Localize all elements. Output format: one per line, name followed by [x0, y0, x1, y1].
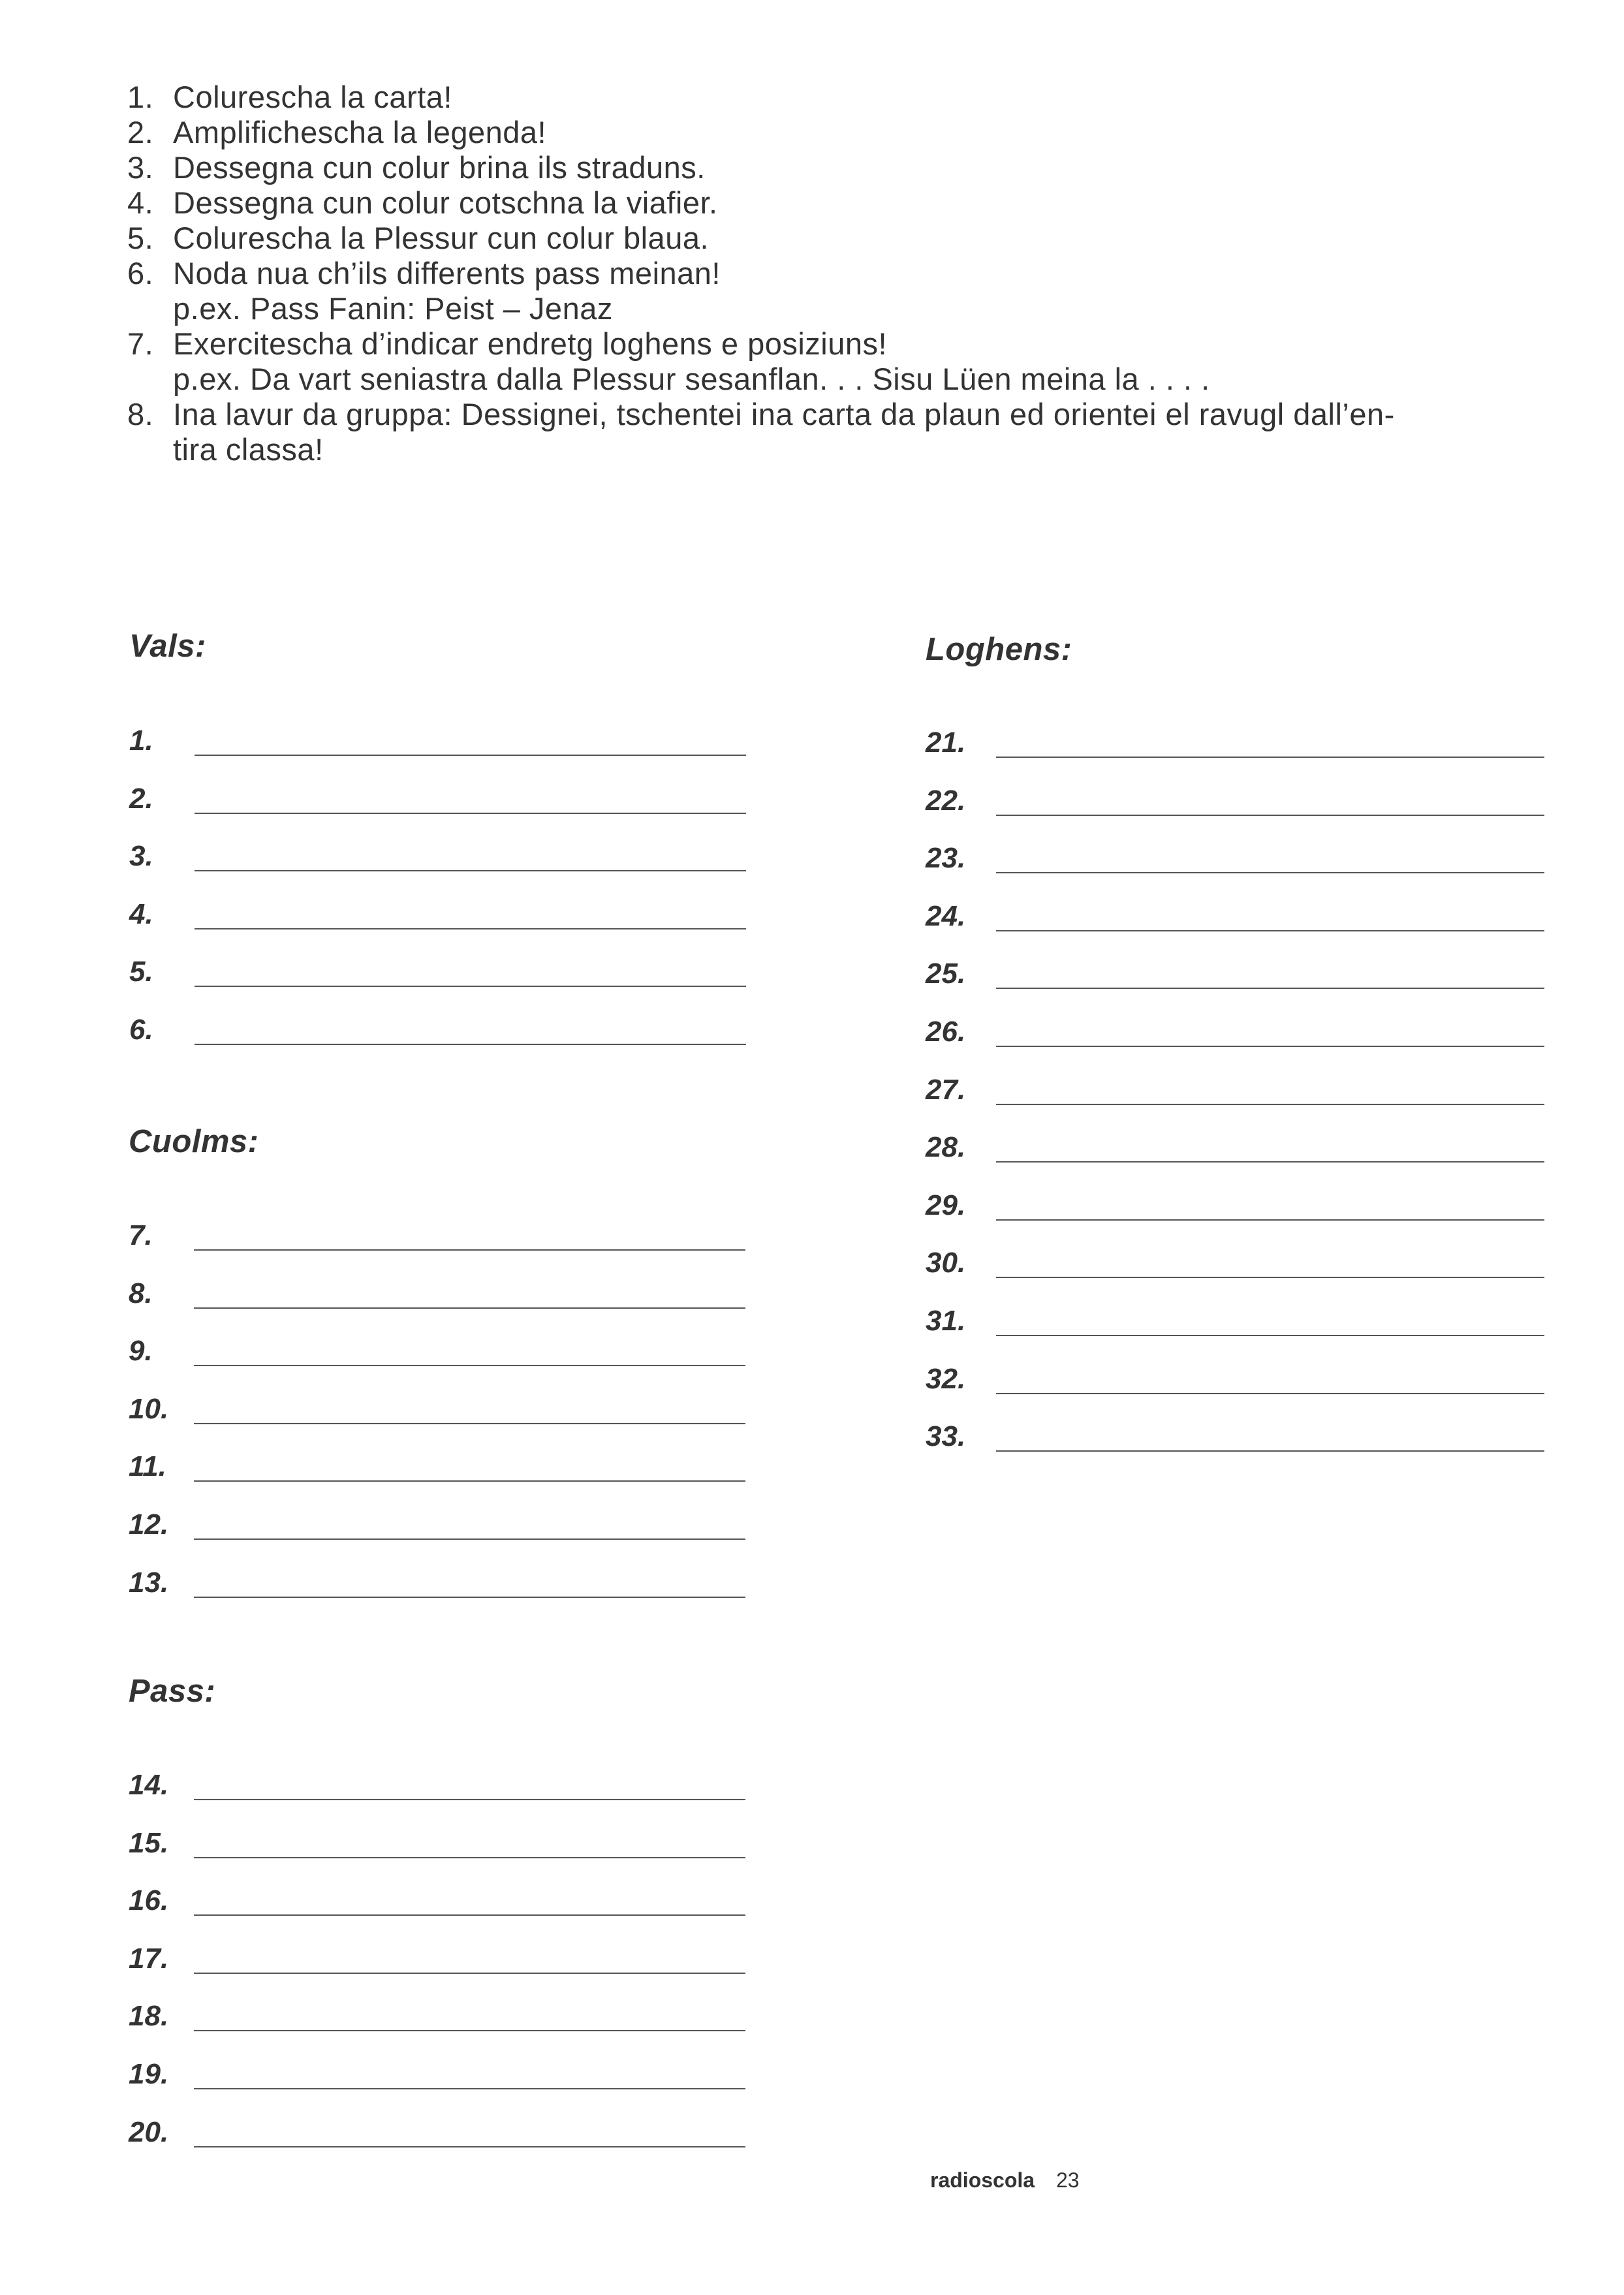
answer-line[interactable] — [194, 1799, 745, 1800]
item-number: 7. — [129, 1219, 153, 1251]
answer-line[interactable] — [194, 2088, 745, 2089]
answer-line[interactable] — [996, 1161, 1544, 1163]
answer-line[interactable] — [194, 1857, 745, 1858]
heading-cuolms: Cuolms: — [129, 1124, 259, 1159]
blank-row — [129, 718, 756, 757]
answer-line[interactable] — [996, 1219, 1544, 1221]
answer-line[interactable] — [996, 872, 1544, 873]
blank-row — [129, 1213, 755, 1252]
blank-row — [926, 778, 1552, 817]
instruction-text: Noda nua ch’ils differents pass meinan! — [173, 256, 721, 290]
blank-row — [129, 2052, 755, 2091]
item-number: 25. — [926, 958, 966, 990]
answer-line[interactable] — [195, 928, 746, 929]
blank-row — [129, 1328, 755, 1367]
heading-loghens: Loghens: — [926, 632, 1072, 667]
page-footer — [930, 2168, 1080, 2193]
instruction-item — [127, 256, 1576, 326]
instruction-number: 6. — [127, 256, 154, 290]
item-number: 27. — [926, 1074, 966, 1106]
answer-line[interactable] — [996, 1104, 1544, 1105]
footer-brand: radioscola — [930, 2168, 1035, 2192]
item-number: 28. — [926, 1131, 966, 1163]
item-number: 22. — [926, 785, 966, 817]
blank-row — [926, 1298, 1552, 1337]
blank-row — [129, 1560, 755, 1599]
answer-line[interactable] — [996, 757, 1544, 758]
item-number: 26. — [926, 1016, 966, 1048]
blank-row — [129, 1007, 756, 1046]
item-number: 33. — [926, 1420, 966, 1452]
item-number: 32. — [926, 1363, 966, 1395]
blank-row — [926, 1067, 1552, 1106]
instruction-item — [127, 115, 1576, 150]
blank-row — [129, 1502, 755, 1541]
instruction-item — [127, 185, 1576, 221]
item-number: 17. — [129, 1943, 169, 1975]
instruction-item — [127, 326, 1576, 397]
instruction-text: p.ex. Da vart seniastra dalla Plessur sesanflan. . . Sisu Lüen meina la . . . . — [173, 362, 1210, 396]
blank-row — [926, 720, 1552, 759]
blank-row — [129, 1271, 755, 1310]
item-number: 18. — [129, 2000, 169, 2032]
instruction-number: 3. — [127, 150, 154, 185]
blank-row — [926, 894, 1552, 933]
answer-line[interactable] — [195, 1044, 746, 1045]
answer-line[interactable] — [194, 1973, 745, 1974]
instruction-text: Colurescha la carta! — [173, 80, 452, 114]
item-number: 23. — [926, 842, 966, 874]
blank-row — [129, 1936, 755, 1975]
instruction-text: Dessegna cun colur brina ils straduns. — [173, 150, 706, 185]
item-number: 8. — [129, 1277, 153, 1309]
instruction-number: 2. — [127, 115, 154, 149]
instruction-number: 7. — [127, 326, 154, 361]
instruction-text: Amplifichescha la legenda! — [173, 115, 547, 149]
item-number: 12. — [129, 1508, 169, 1540]
answer-line[interactable] — [194, 2030, 745, 2031]
instruction-item — [127, 221, 1576, 256]
blank-row — [129, 834, 756, 873]
blank-row — [129, 1820, 755, 1860]
answer-line[interactable] — [996, 1335, 1544, 1336]
blank-row — [129, 1993, 755, 2033]
instruction-item — [127, 80, 1576, 115]
item-number: 14. — [129, 1769, 169, 1801]
blank-row — [926, 1125, 1552, 1164]
item-number: 2. — [129, 783, 153, 815]
instruction-text: tira classa! — [173, 432, 324, 467]
instruction-number: 8. — [127, 397, 154, 431]
item-number: 3. — [129, 840, 153, 872]
instruction-item — [127, 397, 1576, 467]
blank-row — [926, 1240, 1552, 1279]
answer-line[interactable] — [996, 988, 1544, 989]
blank-row — [926, 1356, 1552, 1396]
instruction-item — [127, 150, 1576, 185]
answer-line[interactable] — [195, 755, 746, 756]
answer-line[interactable] — [194, 2146, 745, 2147]
answer-line[interactable] — [194, 1480, 745, 1482]
answer-line[interactable] — [194, 1914, 745, 1916]
instruction-number: 4. — [127, 185, 154, 220]
answer-line[interactable] — [194, 1365, 745, 1366]
item-number: 6. — [129, 1014, 153, 1046]
blank-row — [926, 1414, 1552, 1453]
answer-line[interactable] — [194, 1249, 745, 1251]
instruction-text: Dessegna cun colur cotschna la viafier. — [173, 185, 718, 220]
item-number: 29. — [926, 1189, 966, 1221]
instruction-list — [127, 80, 1576, 467]
item-number: 24. — [926, 900, 966, 932]
blank-row — [129, 1762, 755, 1802]
item-number: 15. — [129, 1827, 169, 1859]
page-number: 23 — [1055, 2168, 1080, 2192]
answer-line[interactable] — [996, 930, 1544, 931]
instruction-text: Colurescha la Plessur cun colur blaua. — [173, 221, 710, 255]
item-number: 20. — [129, 2116, 169, 2148]
blank-row — [129, 2110, 755, 2149]
blank-row — [129, 949, 756, 988]
instruction-text: Ina lavur da gruppa: Dessignei, tschentei ina carta da plaun ed orientei el ravugl dall’en- — [173, 397, 1395, 431]
heading-vals: Vals: — [129, 629, 206, 664]
item-number: 10. — [129, 1393, 169, 1425]
heading-pass: Pass: — [129, 1674, 216, 1709]
blank-row — [129, 776, 756, 815]
blank-row — [129, 892, 756, 931]
item-number: 11. — [129, 1450, 166, 1482]
answer-line[interactable] — [996, 1450, 1544, 1452]
answer-line[interactable] — [996, 1046, 1544, 1047]
answer-line[interactable] — [195, 870, 746, 871]
item-number: 5. — [129, 956, 153, 988]
instruction-text: p.ex. Pass Fanin: Peist – Jenaz — [173, 291, 613, 326]
item-number: 19. — [129, 2058, 169, 2090]
item-number: 4. — [129, 898, 153, 930]
answer-line[interactable] — [195, 813, 746, 814]
blank-row — [926, 1009, 1552, 1048]
item-number: 30. — [926, 1247, 966, 1279]
item-number: 13. — [129, 1567, 169, 1599]
answer-line[interactable] — [195, 986, 746, 987]
blank-row — [129, 1878, 755, 1917]
answer-line[interactable] — [194, 1538, 745, 1540]
instruction-number: 5. — [127, 221, 154, 255]
blank-row — [926, 1183, 1552, 1222]
instruction-number: 1. — [127, 80, 154, 114]
item-number: 21. — [926, 726, 966, 758]
item-number: 1. — [129, 725, 153, 757]
blank-row — [926, 951, 1552, 990]
blank-row — [129, 1444, 755, 1483]
answer-line[interactable] — [194, 1597, 745, 1598]
answer-line[interactable] — [996, 1393, 1544, 1394]
item-number: 31. — [926, 1305, 966, 1337]
answer-line[interactable] — [194, 1423, 745, 1424]
item-number: 9. — [129, 1335, 153, 1367]
answer-line[interactable] — [996, 1277, 1544, 1278]
blank-row — [926, 835, 1552, 875]
blank-row — [129, 1386, 755, 1426]
instruction-text: Exercitescha d’indicar endretg loghens e posiziuns! — [173, 326, 888, 361]
item-number: 16. — [129, 1884, 169, 1916]
answer-line[interactable] — [996, 815, 1544, 816]
answer-line[interactable] — [194, 1307, 745, 1309]
